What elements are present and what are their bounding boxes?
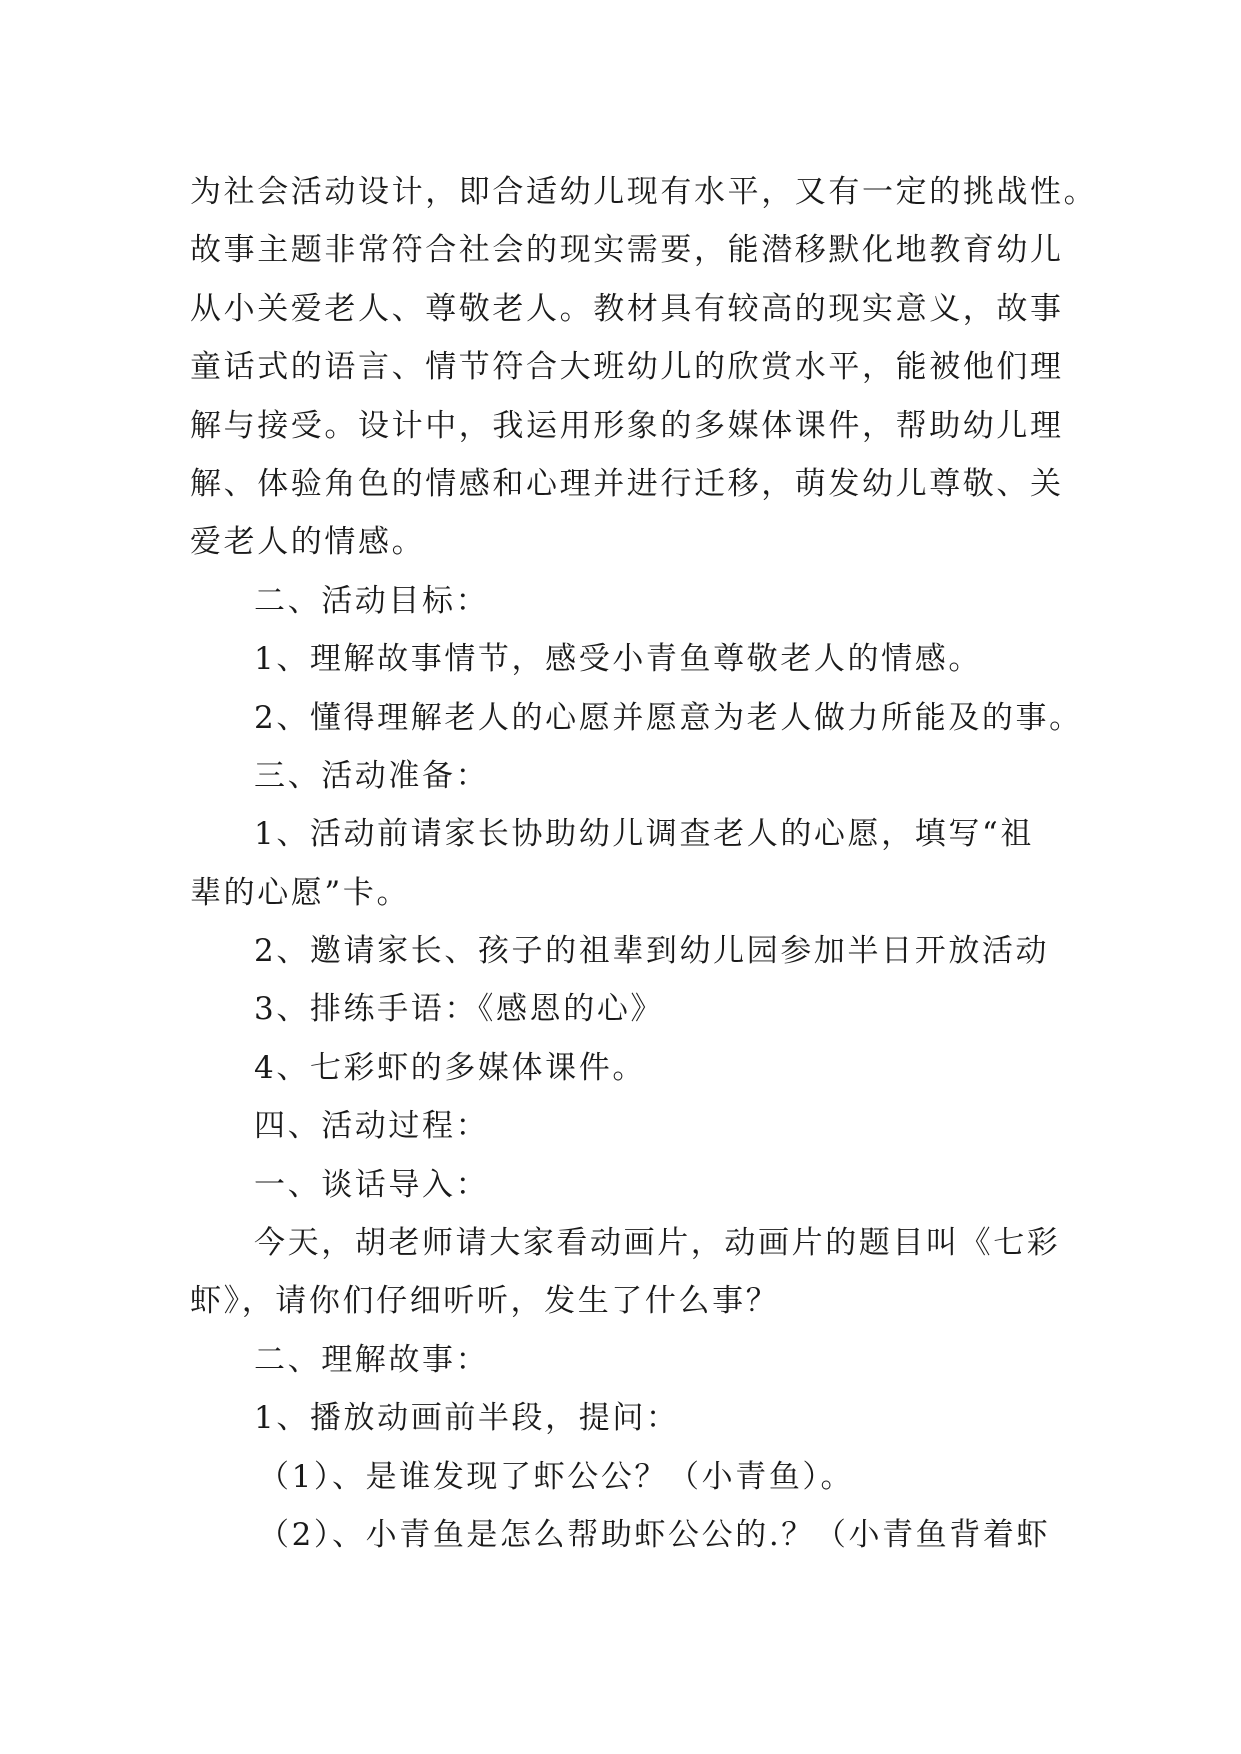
subsection-heading: 一、谈话导入： xyxy=(254,1166,490,1203)
paragraph-line: 解与接受。设计中，我运用形象的多媒体课件，帮助幼儿理 xyxy=(190,407,1064,444)
list-item: 4、七彩虾的多媒体课件。 xyxy=(254,1049,646,1086)
paragraph-line: 解、体验角色的情感和心理并进行迁移，萌发幼儿尊敬、关 xyxy=(190,465,1064,502)
list-item-continuation: 辈的心愿”卡。 xyxy=(190,874,411,911)
list-item: 1、播放动画前半段，提问： xyxy=(254,1400,680,1437)
subsection-heading: 二、理解故事： xyxy=(254,1341,490,1378)
paragraph-line: 为社会活动设计，即合适幼儿现有水平，又有一定的挑战性。 xyxy=(190,174,1098,210)
paragraph-line: 虾》，请你们仔细听听，发生了什么事？ xyxy=(190,1283,780,1320)
list-item: 2、懂得理解老人的心愿并愿意为老人做力所能及的事。 xyxy=(254,699,1083,736)
paragraph-line: 从小关爱老人、尊敬老人。教材具有较高的现实意义，故事 xyxy=(190,290,1064,327)
list-item: 2、邀请家长、孩子的祖辈到幼儿园参加半日开放活动 xyxy=(254,933,1050,970)
paragraph-line: 爱老人的情感。 xyxy=(190,524,426,561)
paragraph-line: 童话式的语言、情节符合大班幼儿的欣赏水平，能被他们理 xyxy=(190,349,1064,386)
section-heading: 三、活动准备： xyxy=(254,757,490,794)
question-item: （2）、小青鱼是怎么帮助虾公公的.？（小青鱼背着虾 xyxy=(258,1516,1051,1553)
paragraph-line: 今天，胡老师请大家看动画片，动画片的题目叫《七彩 xyxy=(254,1225,1061,1262)
list-item: 1、理解故事情节，感受小青鱼尊敬老人的情感。 xyxy=(254,641,982,678)
document-body xyxy=(190,163,1098,1564)
list-item: 1、活动前请家长协助幼儿调查老人的心愿，填写“祖 xyxy=(254,816,1034,853)
section-heading: 二、活动目标： xyxy=(254,582,490,619)
list-item: 3、排练手语：《感恩的心》 xyxy=(254,991,665,1028)
paragraph-line: 故事主题非常符合社会的现实需要，能潜移默化地教育幼儿 xyxy=(190,232,1064,269)
question-item: （1）、是谁发现了虾公公？（小青鱼）。 xyxy=(258,1458,855,1495)
section-heading: 四、活动过程： xyxy=(254,1108,490,1145)
